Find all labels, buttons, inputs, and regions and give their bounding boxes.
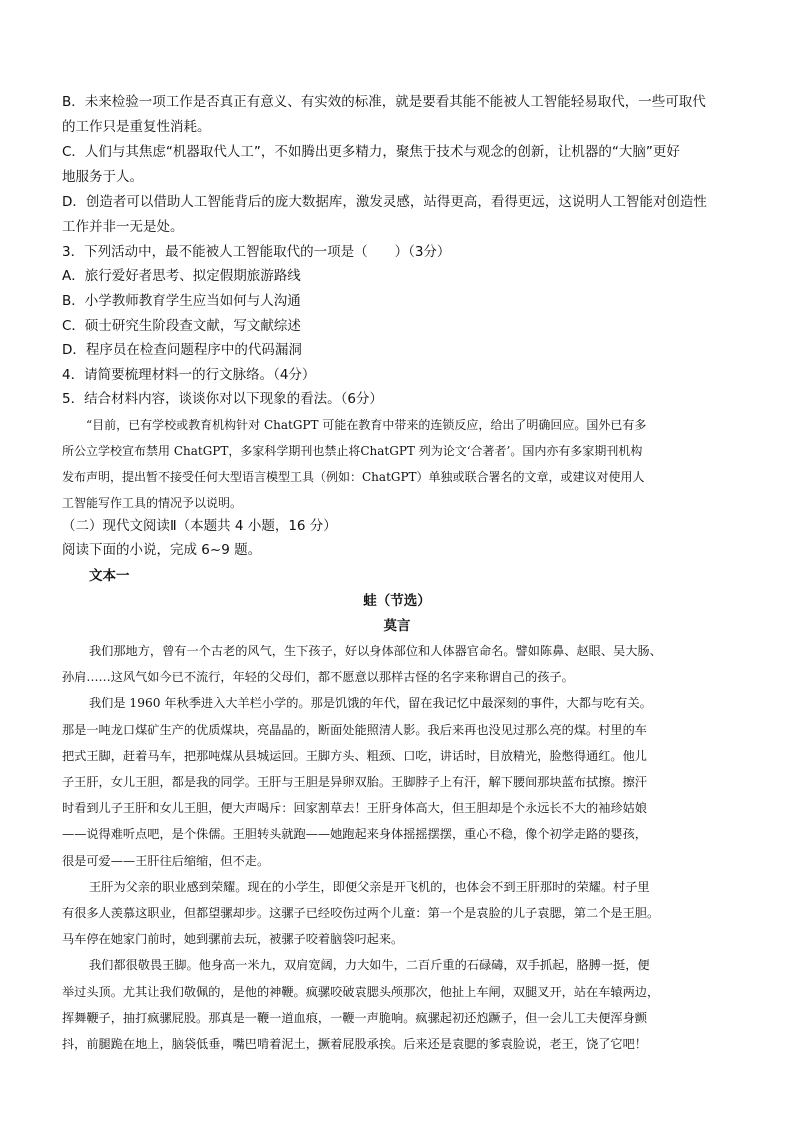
novel-line: 挥舞鞭子，抽打疯骡屁股。那真是一鞭一道血痕，一鞭一声脆响。疯骡起初还尥蹶子，但一会儿工夫便浑身颤 (62, 1010, 647, 1025)
q2-option-d-line1: D．创造者可以借助人工智能背后的庞大数据库，激发灵感，站得更高，看得更远，这说明人工智能对创造性 (62, 194, 707, 210)
q3-option-c: C．硕士研究生阶段查文献，写文献综述 (62, 318, 301, 334)
novel-line: 抖，前腿跪在地上，脑袋低垂，嘴巴啃着泥土，撅着屁股承挨。后来还是袁腮的爹袁脸说，老王，饶了它吧！ (62, 1037, 647, 1051)
story-title: 蛙（节选） (363, 593, 431, 609)
novel-line: 举过头顶。尤其让我们敬佩的，是他的神鞭。疯骡咬破袁腮头颅那次，他扯上车闸，双腿叉开，站在车辕两边， (62, 984, 660, 999)
q3-option-b: B．小学教师教育学生应当如何与人沟通 (62, 293, 301, 309)
q5-stem: 5．结合材料内容，谈谈你对以下现象的看法。（6分） (62, 391, 383, 407)
story-author: 莫言 (383, 618, 411, 634)
q3-option-d: D．程序员在检查问题程序中的代码漏洞 (62, 342, 302, 358)
novel-line: 马车停在她家门前时，她到骡前去玩，被骡子咬着脑袋叼起来。 (62, 932, 404, 947)
quote-line: “目前，已有学校或教育机构针对 ChatGPT 可能在教育中带来的连锁反应，给出了明确回应。国外已有多 (86, 418, 647, 432)
q3-stem: 3．下列活动中，最不能被人工智能取代的一项是（ ）（3分） (62, 244, 451, 260)
novel-line: 很是可爱——王肝往后缩缩，但不走。 (62, 853, 270, 868)
novel-line: 王肝为父亲的职业感到荣耀。现在的小学生，即便父亲是开飞机的，也体会不到王肝那时的荣耀。村子里 (89, 879, 650, 894)
q4-stem: 4．请简要梳理材料一的行文脉络。（4分） (62, 367, 316, 383)
novel-line: 把式王脚，赶着马车，把那吨煤从县城运回。王脚方头、粗颈、口吃，讲话时，目放精光，脸憋得通红。他儿 (62, 748, 647, 763)
novel-line: 有很多人羡慕这职业，但都望骡却步。这骡子已经咬伤过两个儿童：第一个是袁脸的儿子袁腮，第二个是王胆。 (62, 906, 660, 920)
q2-option-b-line1: B．未来检验一项工作是否真正有意义、有实效的标准，就是要看其能不能被人工智能轻易取代，一些可取代 (62, 94, 706, 110)
section-instruction: 阅读下面的小说，完成 6~9 题。 (62, 542, 262, 558)
novel-line: 时看到儿子王肝和女儿王胆，便大声喝斥：回家割草去！王肝身体高大，但王胆却是个永远长不大的袖珍姑娘 (62, 801, 647, 816)
novel-line: 孙肩……这风气如今已不流行，年轻的父母们，都不愿意以那样古怪的名字来称谓自己的孩子。 (62, 670, 574, 685)
q2-option-c-line1: C．人们与其焦虑“机器取代人工”，不如腾出更多精力，聚焦于技术与观念的创新，让机器的“大脑”更好 (62, 144, 680, 160)
quote-line: 发布声明，提出暂不接受任何大型语言模型工具（例如：ChatGPT）单独或联合署名的文章，或建议对使用人 (62, 470, 645, 484)
novel-line: 我们都很敬畏王脚。他身高一米九，双肩宽阔，力大如牛，二百斤重的石碌碡，双手抓起，胳膊一挺，便 (89, 958, 650, 973)
section-heading: （二）现代文阅读Ⅱ（本题共 4 小题，16 分） (62, 518, 337, 534)
novel-line: 那是一吨龙口煤矿生产的优质煤块，亮晶晶的，断面处能照清人影。我后来再也没见过那么亮的煤。村里的车 (62, 722, 647, 737)
text-label: 文本一 (89, 568, 130, 584)
novel-line: ——说得难听点吧，是个侏儒。王胆转头就跑——她跑起来身体摇摇摆摆，重心不稳，像个初学走路的婴孩， (62, 827, 647, 842)
q2-option-c-line2: 地服务于人。 (62, 169, 143, 185)
quote-line: 工智能写作工具的情况予以说明。 (62, 496, 243, 510)
quote-line: 所公立学校宣布禁用 ChatGPT，多家科学期刊也禁止将ChatGPT 列为论文‘合著者’。国内亦有多家期刊机构 (62, 444, 643, 458)
q2-option-d-line2: 工作并非一无是处。 (62, 219, 184, 235)
novel-line: 我们那地方，曾有一个古老的风气，生下孩子，好以身体部位和人体器官命名。譬如陈鼻、赵眼、吴大肠、 (89, 644, 662, 658)
q3-option-a: A．旅行爱好者思考、拟定假期旅游路线 (62, 268, 301, 284)
q2-option-b-line2: 的工作只是重复性消耗。 (62, 119, 211, 135)
novel-line: 子王肝，女儿王胆，都是我的同学。王肝与王胆是异卵双胎。王脚脖子上有汗，解下腰间那块蓝布拭擦。擦汗 (62, 775, 647, 789)
novel-line: 我们是 1960 年秋季进入大羊栏小学的。那是饥饿的年代，留在我记忆中最深刻的事件，大都与吃有关。 (89, 696, 652, 711)
